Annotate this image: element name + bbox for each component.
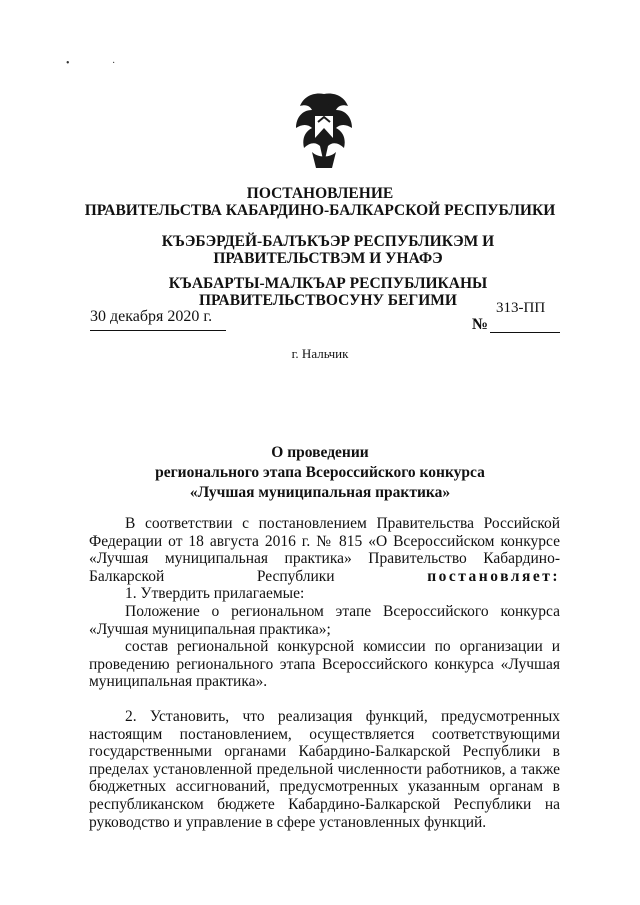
issuer-balkar: КЪАБАРТЫ-МАЛКЪАР РЕСПУБЛИКАНЫ ПРАВИТЕЛЬСТВОСУНУ БЕГИМИ [168, 275, 488, 309]
paragraph-item-2: 2. Установить, что реализация функций, предусмотренных настоящим постановлением, осуществляется соответствующими государственными органами Кабардино-Балкарской Республики в пределах установленной предельной численности работников, а также бюджетных ассигнований, предусмотренных указанным органам в республиканском бюджете Кабардино-Балкарской Республики на руководство и управление в сфере установленных функций. [89, 707, 560, 831]
doc-date: 30 декабря 2020 г. [90, 308, 213, 325]
issuer-kabardian: КЪЭБЭРДЕЙ-БАЛЪКЪЭР РЕСПУБЛИКЭМ И ПРАВИТЕЛЬСТВЭМ И УНАФЭ [161, 233, 495, 267]
doc-number: 313-ПП [496, 300, 546, 316]
doc-title [80, 443, 560, 503]
preamble-text: В соответствии с постановлением Правительства Российской Федерации от 18 августа 2016 г. № 815 «О Всероссийском конкурсе «Лучшая муниципальная практика» Правительство Кабардино-Балкарской Республики [89, 515, 560, 585]
coat-of-arms-icon [292, 88, 356, 172]
date-underline [90, 330, 226, 331]
title-line-3: «Лучшая муниципальная практика» [189, 484, 451, 501]
number-underline [490, 332, 560, 333]
issuer: ПРАВИТЕЛЬСТВА КАБАРДИНО-БАЛКАРСКОЙ РЕСПУБЛИКИ [84, 202, 556, 219]
doc-type: ПОСТАНОВЛЕНИЕ [246, 185, 394, 202]
doc-body [89, 515, 560, 831]
doc-city: г. Нальчик [291, 346, 349, 361]
paragraph-regulation: Положение о региональном этапе Всероссийского конкурса «Лучшая муниципальная практика»; [89, 602, 560, 638]
paragraph-commission: состав региональной конкурсной комиссии по организации и проведению регионального этапа Всероссийского конкурса «Лучшая муниципальная практика». [89, 638, 560, 691]
title-line-1: О проведении [271, 444, 369, 461]
title-line-2: регионального этапа Всероссийского конкурса [155, 464, 485, 481]
resolves-keyword: постановляет: [427, 567, 560, 585]
paragraph-item-1: 1. Утвердить прилагаемые: [125, 585, 305, 603]
paragraph-preamble [89, 515, 560, 585]
number-sign: № [472, 316, 489, 333]
scan-marks: • · [66, 58, 136, 69]
